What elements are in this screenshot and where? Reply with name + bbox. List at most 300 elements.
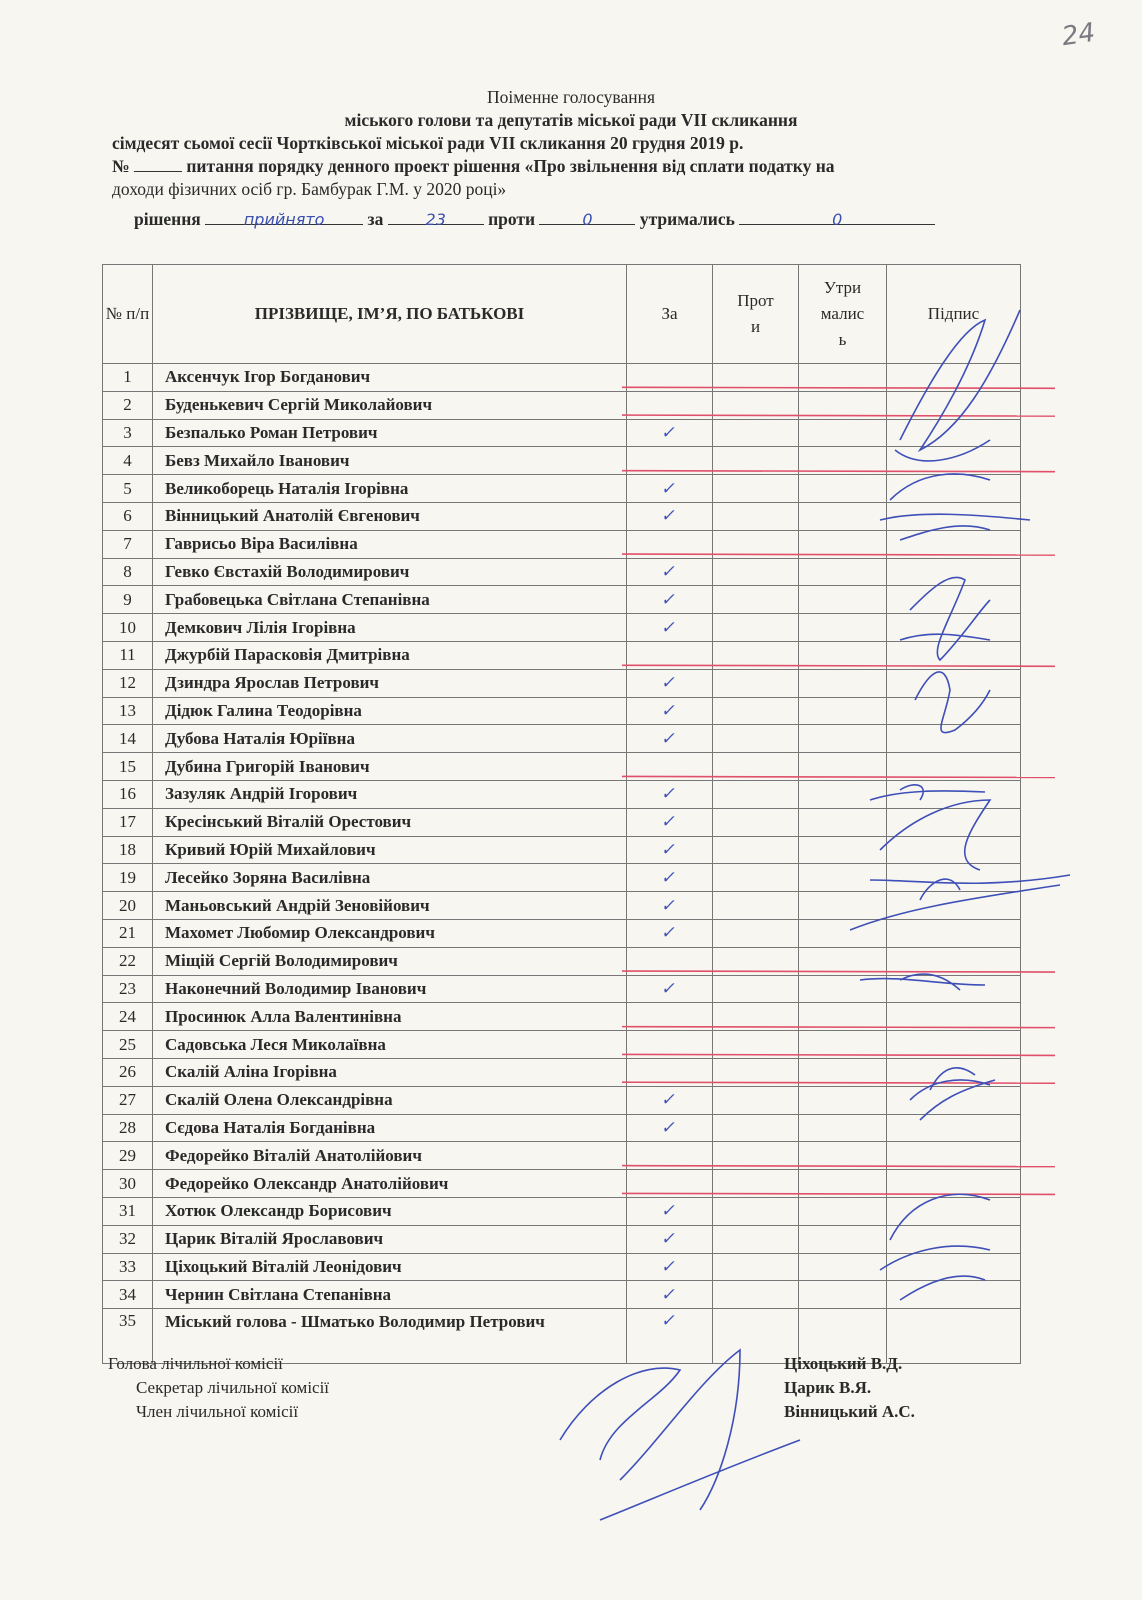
table-row (103, 641, 1021, 669)
table-row (103, 1225, 1021, 1253)
row-vote-for (627, 558, 713, 586)
row-number: 6 (103, 502, 153, 530)
secretary-name: Царик В.Я. (784, 1378, 872, 1397)
row-name: Лесейко Зоряна Василівна (153, 864, 627, 892)
row-name: Скалій Аліна Ігорівна (153, 1058, 627, 1086)
row-vote-against (713, 419, 799, 447)
table-row (103, 808, 1021, 836)
row-signature (887, 1197, 1021, 1225)
check-mark-icon: ✓ (660, 867, 679, 888)
header-agenda-continued: доходи фізичних осіб гр. Бамбурак Г.М. у 2020 році» (112, 179, 507, 199)
row-signature (887, 1003, 1021, 1031)
table-row (103, 1031, 1021, 1059)
abstain-label: утримались (639, 209, 735, 229)
row-vote-for (627, 975, 713, 1003)
row-signature (887, 836, 1021, 864)
decision-value: прийнято (205, 208, 363, 225)
row-name: Скалій Олена Олександрівна (153, 1086, 627, 1114)
row-signature (887, 892, 1021, 920)
check-mark-icon: ✓ (660, 978, 679, 999)
table-row (103, 725, 1021, 753)
row-signature (887, 502, 1021, 530)
member-name: Вінницький А.С. (784, 1402, 915, 1421)
row-name: Джурбій Парасковія Дмитрівна (153, 641, 627, 669)
row-vote-for (627, 1003, 713, 1031)
table-row (103, 558, 1021, 586)
row-vote-abstain (799, 1225, 887, 1253)
row-name: Грабовецька Світлана Степанівна (153, 586, 627, 614)
against-label: проти (488, 209, 536, 229)
table-row (103, 419, 1021, 447)
row-vote-abstain (799, 836, 887, 864)
row-name: Буденькевич Сергій Миколайович (153, 391, 627, 419)
row-vote-against (713, 1281, 799, 1309)
row-signature (887, 1309, 1021, 1364)
row-vote-against (713, 614, 799, 642)
against-line-1: Прот (737, 291, 774, 310)
row-name: Федорейко Віталій Анатолійович (153, 1142, 627, 1170)
row-number: 16 (103, 780, 153, 808)
row-vote-against (713, 669, 799, 697)
row-vote-abstain (799, 1031, 887, 1059)
row-number: 30 (103, 1170, 153, 1198)
row-vote-against (713, 530, 799, 558)
row-signature (887, 364, 1021, 392)
row-number: 12 (103, 669, 153, 697)
row-signature (887, 1114, 1021, 1142)
row-vote-against (713, 475, 799, 503)
row-number: 11 (103, 641, 153, 669)
row-vote-for (627, 586, 713, 614)
row-number: 27 (103, 1086, 153, 1114)
table-row (103, 1170, 1021, 1198)
row-vote-for (627, 502, 713, 530)
col-header-against (713, 265, 799, 364)
row-vote-against (713, 753, 799, 781)
table-row (103, 614, 1021, 642)
row-vote-for (627, 530, 713, 558)
row-name: Великоборець Наталія Ігорівна (153, 475, 627, 503)
row-number: 22 (103, 947, 153, 975)
row-vote-against (713, 975, 799, 1003)
row-vote-abstain (799, 641, 887, 669)
row-name: Наконечний Володимир Іванович (153, 975, 627, 1003)
row-vote-abstain (799, 1086, 887, 1114)
table-row (103, 502, 1021, 530)
check-mark-icon: ✓ (660, 1117, 679, 1138)
row-vote-for (627, 836, 713, 864)
table-row (103, 836, 1021, 864)
row-name: Гевко Євстахій Володимирович (153, 558, 627, 586)
row-vote-for (627, 1197, 713, 1225)
table-row (103, 975, 1021, 1003)
row-vote-abstain (799, 1253, 887, 1281)
table-row (103, 391, 1021, 419)
row-vote-for (627, 947, 713, 975)
row-vote-abstain (799, 1142, 887, 1170)
row-vote-against (713, 697, 799, 725)
row-signature (887, 725, 1021, 753)
member-label: Член лічильної комісії (136, 1402, 299, 1421)
row-signature (887, 475, 1021, 503)
row-number: 15 (103, 753, 153, 781)
table-row (103, 1197, 1021, 1225)
row-signature (887, 558, 1021, 586)
row-vote-abstain (799, 669, 887, 697)
table-row (103, 530, 1021, 558)
row-number: 31 (103, 1197, 153, 1225)
vote-table (102, 264, 1021, 1364)
check-mark-icon: ✓ (660, 506, 679, 527)
row-number: 24 (103, 1003, 153, 1031)
abstain-value: 0 (739, 208, 935, 225)
row-vote-against (713, 864, 799, 892)
row-vote-for (627, 447, 713, 475)
check-mark-icon: ✓ (660, 1256, 679, 1277)
row-vote-abstain (799, 364, 887, 392)
against-line-2: и (750, 317, 761, 336)
check-mark-icon: ✓ (660, 923, 679, 944)
row-vote-abstain (799, 502, 887, 530)
check-mark-icon: ✓ (660, 1311, 679, 1332)
row-vote-abstain (799, 530, 887, 558)
table-row (103, 1058, 1021, 1086)
row-vote-abstain (799, 419, 887, 447)
row-vote-for (627, 1170, 713, 1198)
row-signature (887, 586, 1021, 614)
row-name: Царик Віталій Ярославович (153, 1225, 627, 1253)
chair-label: Голова лічильної комісії (108, 1354, 283, 1373)
row-signature (887, 1142, 1021, 1170)
row-vote-abstain (799, 558, 887, 586)
page-number: 24 (1060, 17, 1098, 53)
table-row (103, 753, 1021, 781)
row-name: Аксенчук Ігор Богданович (153, 364, 627, 392)
row-number: 10 (103, 614, 153, 642)
row-vote-abstain (799, 586, 887, 614)
row-vote-for (627, 641, 713, 669)
row-signature (887, 1253, 1021, 1281)
check-mark-icon: ✓ (660, 895, 679, 916)
row-vote-abstain (799, 475, 887, 503)
header-session: сімдесят сьомої сесії Чортківської міської ради VІІ скликання 20 грудня 2019 р. (112, 133, 744, 153)
row-vote-against (713, 1253, 799, 1281)
row-vote-for (627, 1253, 713, 1281)
row-vote-abstain (799, 1170, 887, 1198)
header-subtitle: міського голови та депутатів міської ради VІІ скликання (344, 110, 798, 130)
row-signature (887, 975, 1021, 1003)
row-vote-abstain (799, 1197, 887, 1225)
row-name: Гаврисьо Віра Василівна (153, 530, 627, 558)
row-vote-against (713, 1031, 799, 1059)
row-number: 19 (103, 864, 153, 892)
row-vote-for (627, 780, 713, 808)
col-header-name: ПРІЗВИЩЕ, ІМ’Я, ПО БАТЬКОВІ (153, 265, 627, 364)
row-name: Ціхоцький Віталій Леонідович (153, 1253, 627, 1281)
row-vote-against (713, 892, 799, 920)
row-vote-abstain (799, 1058, 887, 1086)
row-signature (887, 1225, 1021, 1253)
row-number: 20 (103, 892, 153, 920)
row-number: 5 (103, 475, 153, 503)
check-mark-icon: ✓ (660, 1229, 679, 1250)
row-vote-for (627, 475, 713, 503)
row-vote-for (627, 1031, 713, 1059)
row-name: Безпалько Роман Петрович (153, 419, 627, 447)
row-vote-against (713, 1058, 799, 1086)
row-name: Чернин Світлана Степанівна (153, 1281, 627, 1309)
row-vote-for (627, 1114, 713, 1142)
row-signature (887, 530, 1021, 558)
col-header-for: За (627, 265, 713, 364)
table-row (103, 364, 1021, 392)
row-vote-against (713, 391, 799, 419)
row-vote-abstain (799, 808, 887, 836)
row-vote-abstain (799, 697, 887, 725)
row-vote-for (627, 1142, 713, 1170)
check-mark-icon: ✓ (660, 1090, 679, 1111)
row-vote-abstain (799, 864, 887, 892)
row-name: Сєдова Наталія Богданівна (153, 1114, 627, 1142)
table-row (103, 1086, 1021, 1114)
row-name: Дубова Наталія Юріївна (153, 725, 627, 753)
table-row (103, 1003, 1021, 1031)
row-name: Міський голова - Шматько Володимир Петрович (153, 1309, 627, 1364)
row-vote-for (627, 725, 713, 753)
row-signature (887, 1170, 1021, 1198)
row-name: Кресінський Віталій Орестович (153, 808, 627, 836)
document-header (0, 86, 1142, 229)
row-signature (887, 391, 1021, 419)
row-number: 7 (103, 530, 153, 558)
row-signature (887, 669, 1021, 697)
row-vote-against (713, 1225, 799, 1253)
check-mark-icon: ✓ (660, 700, 679, 721)
row-signature (887, 614, 1021, 642)
row-vote-for (627, 1225, 713, 1253)
row-name: Маньовський Андрій Зеновійович (153, 892, 627, 920)
check-mark-icon: ✓ (660, 589, 679, 610)
row-name: Садовська Леся Миколаївна (153, 1031, 627, 1059)
check-mark-icon: ✓ (660, 812, 679, 833)
check-mark-icon: ✓ (660, 561, 679, 582)
abstain-line-1: Утри (823, 278, 862, 297)
check-mark-icon: ✓ (660, 1284, 679, 1305)
row-number: 3 (103, 419, 153, 447)
row-vote-against (713, 558, 799, 586)
check-mark-icon: ✓ (660, 673, 679, 694)
agenda-number-label: № (112, 156, 130, 176)
row-name: Кривий Юрій Михайлович (153, 836, 627, 864)
row-name: Махомет Любомир Олександрович (153, 919, 627, 947)
row-signature (887, 947, 1021, 975)
check-mark-icon: ✓ (660, 728, 679, 749)
row-number: 4 (103, 447, 153, 475)
row-vote-for (627, 669, 713, 697)
row-vote-abstain (799, 391, 887, 419)
for-label: за (367, 209, 384, 229)
row-name: Хотюк Олександр Борисович (153, 1197, 627, 1225)
table-row (103, 780, 1021, 808)
check-mark-icon: ✓ (660, 478, 679, 499)
row-vote-against (713, 919, 799, 947)
row-name: Зазуляк Андрій Ігорович (153, 780, 627, 808)
row-signature (887, 753, 1021, 781)
col-header-num: № п/п (103, 265, 153, 364)
row-vote-abstain (799, 780, 887, 808)
signature-scribble (560, 1350, 800, 1520)
check-mark-icon: ✓ (660, 617, 679, 638)
row-signature (887, 697, 1021, 725)
table-row (103, 586, 1021, 614)
col-header-abstain (799, 265, 887, 364)
decision-line (134, 208, 935, 231)
row-signature (887, 864, 1021, 892)
row-vote-abstain (799, 1114, 887, 1142)
col-header-signature: Підпис (887, 265, 1021, 364)
row-vote-against (713, 1003, 799, 1031)
row-vote-for (627, 391, 713, 419)
table-row (103, 947, 1021, 975)
row-vote-for (627, 864, 713, 892)
row-number: 1 (103, 364, 153, 392)
check-mark-icon: ✓ (660, 1201, 679, 1222)
table-header-row (103, 265, 1021, 364)
row-name: Демкович Лілія Ігорівна (153, 614, 627, 642)
check-mark-icon: ✓ (660, 839, 679, 860)
row-name: Просинюк Алла Валентинівна (153, 1003, 627, 1031)
row-name: Федорейко Олександр Анатолійович (153, 1170, 627, 1198)
row-vote-for (627, 697, 713, 725)
row-vote-abstain (799, 1003, 887, 1031)
table-row (103, 697, 1021, 725)
row-vote-against (713, 1197, 799, 1225)
row-number: 18 (103, 836, 153, 864)
row-signature (887, 1281, 1021, 1309)
row-name: Дзиндра Ярослав Петрович (153, 669, 627, 697)
row-vote-against (713, 447, 799, 475)
agenda-text: питання порядку денного проект рішення «Про звільнення від сплати податку на (186, 156, 835, 176)
row-vote-for (627, 919, 713, 947)
row-number: 33 (103, 1253, 153, 1281)
row-number: 9 (103, 586, 153, 614)
row-signature (887, 919, 1021, 947)
row-name: Дубина Григорій Іванович (153, 753, 627, 781)
row-name: Вінницький Анатолій Євгенович (153, 502, 627, 530)
row-signature (887, 1058, 1021, 1086)
row-signature (887, 419, 1021, 447)
row-signature (887, 641, 1021, 669)
header-agenda (112, 155, 835, 178)
row-number: 29 (103, 1142, 153, 1170)
row-vote-for (627, 614, 713, 642)
row-signature (887, 1086, 1021, 1114)
table-row (103, 475, 1021, 503)
row-vote-for (627, 1086, 713, 1114)
row-vote-for (627, 753, 713, 781)
table-row (103, 864, 1021, 892)
row-number: 35 (103, 1309, 153, 1364)
row-vote-against (713, 947, 799, 975)
row-number: 2 (103, 391, 153, 419)
check-mark-icon: ✓ (660, 422, 679, 443)
row-vote-for (627, 1281, 713, 1309)
row-name: Дідюк Галина Теодорівна (153, 697, 627, 725)
row-vote-abstain (799, 753, 887, 781)
row-signature (887, 808, 1021, 836)
decision-label: рішення (134, 209, 201, 229)
agenda-number-blank (134, 155, 182, 172)
table-row (103, 1253, 1021, 1281)
row-number: 14 (103, 725, 153, 753)
table-row (103, 1114, 1021, 1142)
table-row (103, 669, 1021, 697)
row-signature (887, 780, 1021, 808)
row-vote-against (713, 502, 799, 530)
row-number: 21 (103, 919, 153, 947)
row-number: 23 (103, 975, 153, 1003)
row-number: 25 (103, 1031, 153, 1059)
row-number: 28 (103, 1114, 153, 1142)
table-row (103, 1142, 1021, 1170)
for-value: 23 (388, 208, 484, 225)
row-vote-against (713, 725, 799, 753)
row-vote-for (627, 892, 713, 920)
header-title: Поіменне голосування (486, 87, 655, 107)
row-vote-abstain (799, 975, 887, 1003)
row-vote-against (713, 808, 799, 836)
table-row (103, 1281, 1021, 1309)
row-vote-abstain (799, 892, 887, 920)
row-vote-for (627, 419, 713, 447)
row-signature (887, 447, 1021, 475)
row-number: 26 (103, 1058, 153, 1086)
row-vote-abstain (799, 614, 887, 642)
chair-name: Ціхоцький В.Д. (784, 1354, 903, 1373)
table-row (103, 447, 1021, 475)
row-number: 34 (103, 1281, 153, 1309)
row-number: 32 (103, 1225, 153, 1253)
row-name: Бевз Михайло Іванович (153, 447, 627, 475)
row-vote-for (627, 1309, 713, 1364)
row-vote-against (713, 1170, 799, 1198)
abstain-line-3: ь (838, 330, 847, 349)
row-number: 8 (103, 558, 153, 586)
check-mark-icon: ✓ (660, 784, 679, 805)
table-row (103, 892, 1021, 920)
row-vote-against (713, 836, 799, 864)
table-row (103, 919, 1021, 947)
row-vote-against (713, 364, 799, 392)
row-vote-against (713, 1114, 799, 1142)
row-vote-abstain (799, 447, 887, 475)
row-vote-for (627, 364, 713, 392)
row-vote-against (713, 1142, 799, 1170)
row-vote-for (627, 1058, 713, 1086)
row-vote-abstain (799, 1281, 887, 1309)
row-vote-abstain (799, 919, 887, 947)
row-name: Міщій Сергій Володимирович (153, 947, 627, 975)
row-vote-against (713, 641, 799, 669)
row-number: 17 (103, 808, 153, 836)
row-number: 13 (103, 697, 153, 725)
abstain-line-2: малис (820, 304, 865, 323)
row-vote-against (713, 780, 799, 808)
secretary-label: Секретар лічильної комісії (136, 1378, 330, 1397)
row-vote-for (627, 808, 713, 836)
row-signature (887, 1031, 1021, 1059)
row-vote-against (713, 1086, 799, 1114)
